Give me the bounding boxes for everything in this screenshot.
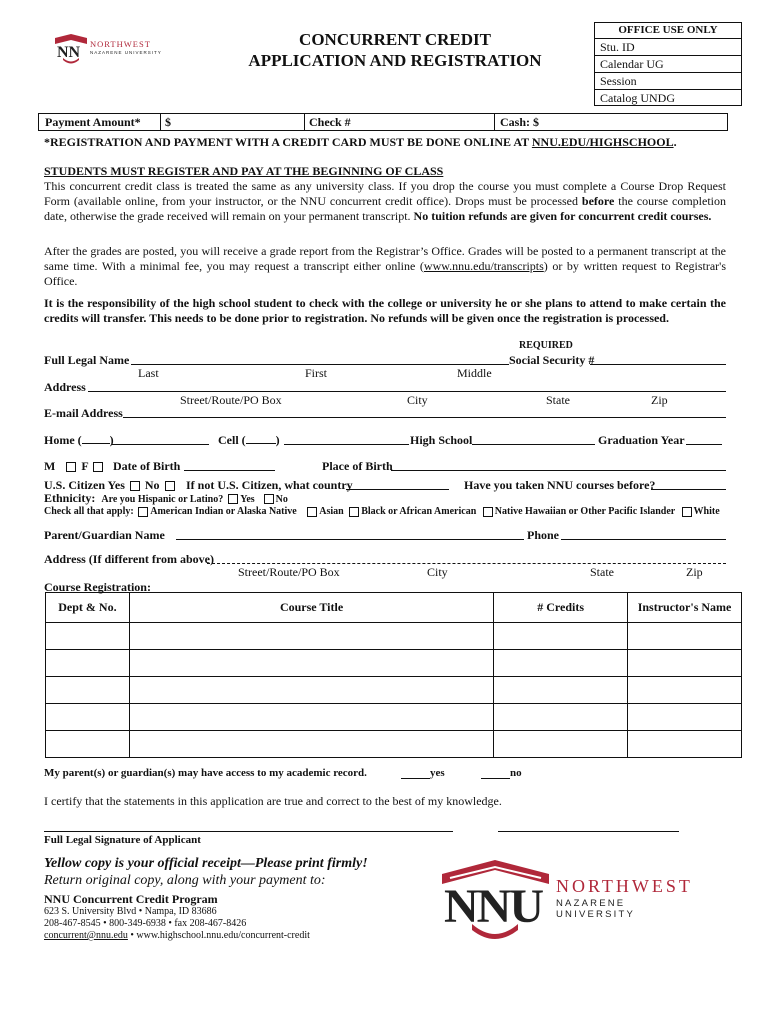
citizen-yes-checkbox[interactable] [130,481,140,491]
drop-policy-text-a: This concurrent credit class is treated the same as any university class. If you drop the course you must complete a Course Drop Request Form (available online, from your instructor, or the NNU concurrent credit office). Drops must be processed [44,179,726,208]
check-number-label: Check # [309,115,351,129]
citizen-no-label: No [144,478,160,492]
transfer-responsibility-paragraph: It is the responsibility of the high school student to check with the college or university he or she plans to attend to make certain the credits will transfer. This needs to be done prior to registration. No refunds will be given once the registration is processed. [44,296,726,325]
female-label: F [81,459,89,473]
program-phones: 208-467-8545 • 800-349-6938 • fax 208-467-8426 [44,918,247,929]
race-american-indian-checkbox[interactable] [138,507,148,517]
svg-text:NNU: NNU [444,880,542,933]
home-phone-close: ) [109,433,114,447]
check-number-field[interactable] [359,114,494,130]
check-all-label: Check all that apply: [44,506,134,517]
course-table-header [46,593,742,623]
required-label: REQUIRED [519,340,573,351]
credits-cell[interactable] [494,731,628,758]
program-email-link[interactable]: concurrent@nnu.edu [44,930,128,941]
record-access-yes-field[interactable] [401,778,430,779]
hispanic-yes-label: Yes [240,494,255,505]
title-line-1: CONCURRENT CREDIT [299,30,491,49]
receipt-notice: Yellow copy is your official receipt—Please print firmly! [44,856,368,871]
dept-cell[interactable] [46,677,130,704]
course-title-header: Course Title [129,593,493,623]
page-title [230,29,560,71]
grade-report-text-a: After the grades are posted, you will receive a grade report from the Registrar’s Office. Grades will be posted to a permanent transcript at the same time. With a minimal fee, you may request a transcript either online ( [44,244,726,273]
header-logo [54,34,164,64]
record-access-no-label: no [510,767,522,779]
alt-address-field[interactable] [207,563,726,564]
cell-phone-close: ) [275,433,280,447]
home-phone-field[interactable] [112,444,209,445]
instructor-cell[interactable] [628,704,742,731]
first-name-caption: First [305,366,328,380]
dept-cell[interactable] [46,731,130,758]
race-asian-label: Asian [319,506,344,517]
record-access-yes-label: yes [430,767,445,779]
country-field[interactable] [346,489,449,490]
male-checkbox[interactable] [66,462,76,472]
footer-logo-northwest: NORTHWEST [556,876,693,896]
hispanic-yes-checkbox[interactable] [228,494,238,504]
last-name-caption: Last [138,366,159,380]
nnu-logo-icon [54,34,88,64]
no-refund-text: No tuition refunds are given for concurrent credit courses. [413,209,712,223]
instructor-cell[interactable] [628,623,742,650]
parent-phone-field[interactable] [561,539,726,540]
table-row [46,731,742,758]
office-row-catalog: Catalog UNDG [600,91,675,105]
home-area-code-field[interactable] [82,443,110,444]
hispanic-no-label: No [275,494,288,505]
title-line-2: APPLICATION AND REGISTRATION [248,51,542,70]
credits-cell[interactable] [494,650,628,677]
parent-name-field[interactable] [176,539,524,540]
race-black-label: Black or African American [361,506,477,517]
pob-label: Place of Birth [322,459,393,473]
payment-dollar: $ [165,115,171,129]
title-cell[interactable] [129,650,493,677]
credits-cell[interactable] [494,677,628,704]
credits-cell[interactable] [494,704,628,731]
citizen-no-checkbox[interactable] [165,481,175,491]
drop-policy-paragraph [44,179,726,224]
transcripts-link[interactable]: www.nnu.edu/transcripts [423,259,544,273]
online-notice-link[interactable]: NNU.EDU/HIGHSCHOOL [531,135,674,149]
pob-field[interactable] [391,470,726,471]
female-checkbox[interactable] [93,462,103,472]
cell-area-code-field[interactable] [246,443,276,444]
logo-northwest-text: NORTHWEST [90,39,151,49]
high-school-label: High School [410,433,473,447]
instructor-cell[interactable] [628,731,742,758]
program-contact [44,930,310,941]
alt-city-caption: City [427,565,448,579]
cash-field[interactable] [549,114,727,130]
race-black-checkbox[interactable] [349,507,359,517]
footer-logo-nazarene: NAZARENE UNIVERSITY [556,898,636,920]
race-white-label: White [693,506,720,517]
home-phone-text: Home ( [44,433,82,447]
alt-state-caption: State [590,565,614,579]
male-label: M [44,459,56,473]
hispanic-no-checkbox[interactable] [264,494,274,504]
payment-amount-field[interactable] [179,114,304,130]
ethnicity-row [44,491,288,506]
high-school-field[interactable] [472,444,595,445]
register-heading: STUDENTS MUST REGISTER AND PAY AT THE BEGINNING OF CLASS [44,164,444,178]
address-label: Address [44,380,86,394]
online-notice [44,135,734,150]
program-name: NNU Concurrent Credit Program [44,892,218,906]
drop-policy-text-c: the course completion date, otherwise the grade received will remain on your permanent transcript. [44,194,726,223]
state-caption: State [546,393,570,407]
instructor-cell[interactable] [628,650,742,677]
race-white-checkbox[interactable] [682,507,692,517]
dob-field[interactable] [184,470,275,471]
graduation-year-field[interactable] [686,444,722,445]
svg-text:NN: NN [57,44,81,61]
table-row [46,677,742,704]
hispanic-question: Are you Hispanic or Latino? [101,494,224,505]
alt-address-label: Address (If different from above) [44,552,214,566]
cell-phone-text: Cell ( [218,433,246,447]
course-table [45,592,742,758]
full-name-field[interactable] [131,364,509,365]
full-name-label: Full Legal Name [44,353,130,367]
office-row-calendar: Calendar UG [595,56,741,73]
signature-date-field[interactable] [498,831,679,832]
credits-cell[interactable] [494,623,628,650]
cell-phone-label [218,433,280,448]
table-row [46,704,742,731]
nnu-before-field[interactable] [651,489,726,490]
payment-row [38,113,728,131]
race-pacific-islander-checkbox[interactable] [483,507,493,517]
ssn-field[interactable] [590,364,726,365]
race-asian-checkbox[interactable] [307,507,317,517]
grade-report-paragraph [44,244,726,289]
title-cell[interactable] [129,731,493,758]
office-use-heading: OFFICE USE ONLY [595,23,741,39]
signature-field[interactable] [44,831,453,832]
record-access-no-field[interactable] [481,778,510,779]
record-access-label: My parent(s) or guardian(s) may have access to my academic record. [44,767,367,779]
title-cell[interactable] [129,704,493,731]
title-cell[interactable] [129,677,493,704]
dept-header: Dept & No. [46,593,130,623]
dob-label: Date of Birth [113,459,181,473]
cell-phone-field[interactable] [284,444,409,445]
course-registration-label: Course Registration: [44,580,151,594]
return-instruction: Return original copy, along with your payment to: [44,873,326,888]
address-field[interactable] [88,391,726,392]
country-label: If not U.S. Citizen, what country [186,478,353,492]
payment-amount-label: Payment Amount* [45,115,141,129]
office-row-stu-id: Stu. ID [595,39,741,56]
street-caption: Street/Route/PO Box [180,393,282,407]
graduation-year-label: Graduation Year [598,433,685,447]
alt-street-caption: Street/Route/PO Box [238,565,340,579]
race-row [44,506,720,517]
dept-cell[interactable] [46,623,130,650]
office-row-session: Session [595,73,741,90]
race-american-indian-label: American Indian or Alaska Native [150,506,297,517]
citizen-yes-label: U.S. Citizen Yes [44,478,125,492]
gender-row [44,459,105,474]
email-label: E-mail Address [44,406,123,420]
instructor-header: Instructor's Name [628,593,742,623]
ssn-label: Social Security # [509,353,595,367]
table-row [46,650,742,677]
alt-zip-caption: Zip [686,565,703,579]
credits-header: # Credits [494,593,628,623]
online-notice-period: . [673,135,677,149]
dept-cell[interactable] [46,704,130,731]
dept-cell[interactable] [46,650,130,677]
ethnicity-label: Ethnicity: [44,491,96,505]
zip-caption: Zip [651,393,668,407]
certify-statement: I certify that the statements in this application are true and correct to the best of my knowledge. [44,794,502,808]
middle-name-caption: Middle [457,366,492,380]
parent-phone-label: Phone [527,528,560,542]
online-notice-text: *REGISTRATION AND PAYMENT WITH A CREDIT CARD MUST BE DONE ONLINE AT [44,135,532,149]
home-phone-label [44,433,114,448]
drop-policy-before: before [581,194,615,208]
office-use-box [594,22,742,106]
city-caption: City [407,393,428,407]
program-web: • www.highschool.nnu.edu/concurrent-credit [127,930,310,941]
table-row [46,623,742,650]
race-pacific-islander-label: Native Hawaiian or Other Pacific Islander [494,506,676,517]
grade-report-text-b: ) or by written request to Registrar's Office. [44,259,726,288]
nnu-large-logo-icon [438,860,553,942]
logo-nazarene-text: NAZARENE UNIVERSITY [90,50,162,55]
title-cell[interactable] [129,623,493,650]
footer-logo [438,860,708,942]
instructor-cell[interactable] [628,677,742,704]
signature-label: Full Legal Signature of Applicant [44,834,201,846]
program-address: 623 S. University Blvd • Nampa, ID 83686 [44,906,217,917]
email-field[interactable] [123,417,726,418]
cash-label: Cash: $ [500,115,540,129]
nnu-before-label: Have you taken NNU courses before? [464,478,656,492]
parent-name-label: Parent/Guardian Name [44,528,165,542]
